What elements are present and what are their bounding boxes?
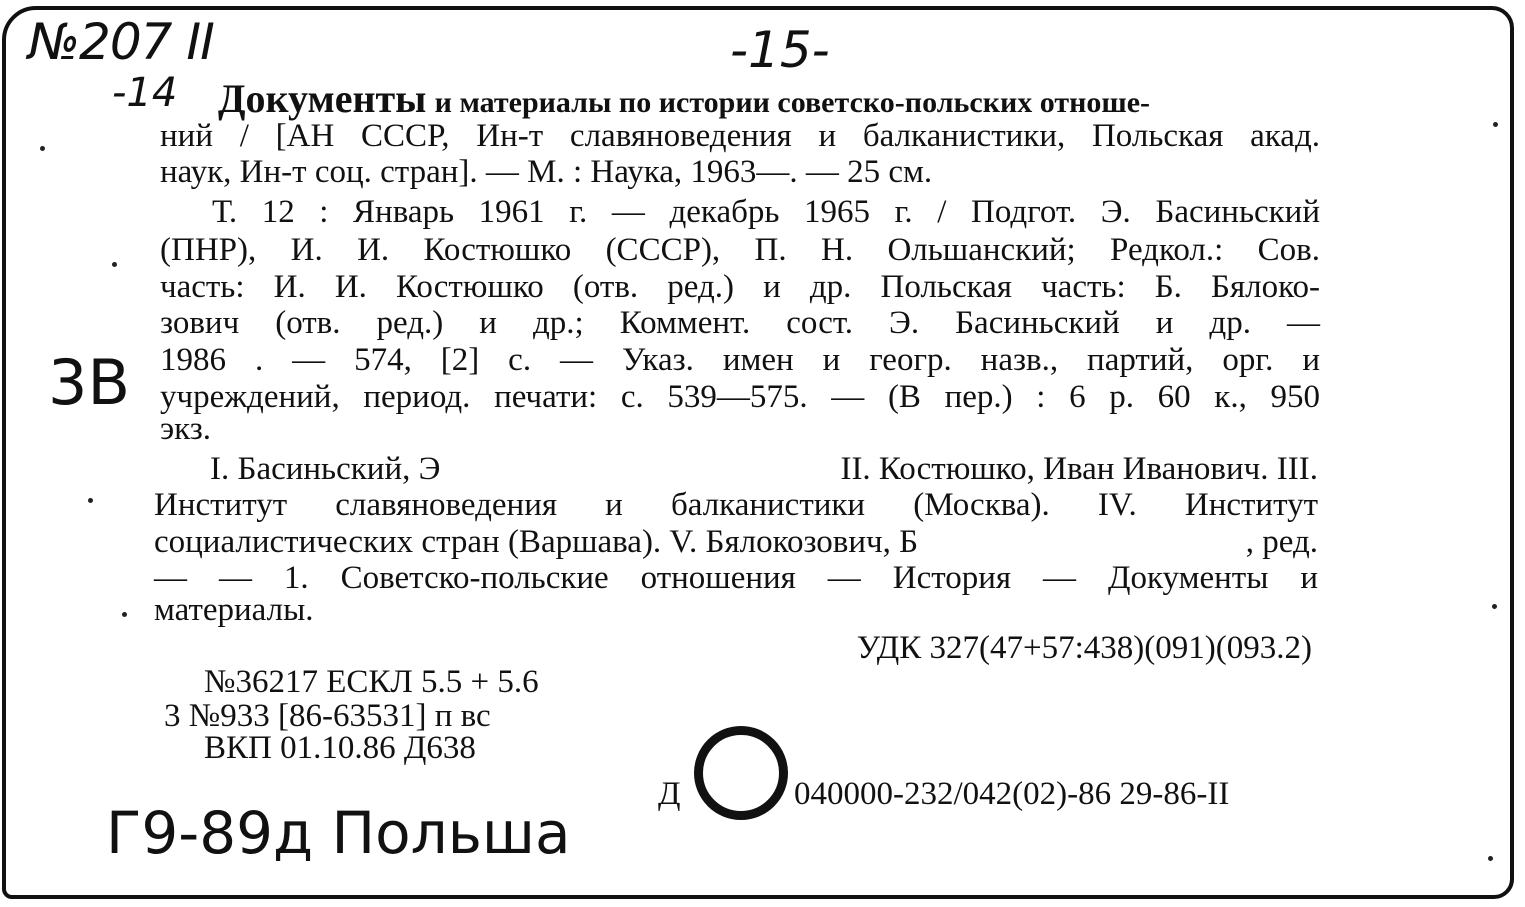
handwritten-page-number: -15-: [730, 21, 830, 79]
speck: [40, 146, 45, 151]
speck: [112, 262, 117, 267]
entry-1-right: II. Костюшко, Иван Иванович. III.: [840, 451, 1318, 487]
handwritten-location-code: Г9-89д Польша: [106, 799, 571, 867]
speck: [1493, 122, 1498, 127]
entry-3-right: , ред.: [1245, 524, 1318, 560]
entry-2: Институт славяноведения и балканистики (Москва). IV. Институт: [154, 487, 1318, 523]
entry-1-left: I. Басиньский, Э: [210, 451, 441, 487]
handwritten-shelf-mark: 3B: [48, 346, 130, 419]
code-prefix: Д: [658, 776, 681, 812]
speck: [122, 612, 127, 617]
handwritten-card-number: №207 II: [28, 13, 214, 71]
title-line-1-rest: и материалы по истории советско-польских отноше-: [434, 86, 1151, 119]
handwritten-item-number: -14: [112, 70, 178, 116]
volume-line-6: учреждений, период. печати: с. 539—575. — (В пер.) : 6 р. 60 к., 950: [160, 379, 1320, 415]
title-line-2: ний / [АН СССР, Ин-т славяноведения и балканистики, Польская акад.: [160, 118, 1320, 154]
volume-line-7: экз.: [160, 411, 212, 447]
stamp-circle: [694, 726, 788, 820]
speck: [88, 498, 93, 503]
volume-line-4: зович (отв. ред.) и др.; Коммент. сост. Э. Басиньский и др. —: [160, 305, 1320, 341]
speck: [1488, 856, 1493, 861]
entry-3-left: социалистических стран (Варшава). V. Бялокозович, Б: [154, 524, 919, 560]
code-number: 040000-232/042(02)-86 29-86-II: [794, 776, 1230, 812]
volume-line-3: часть: И. И. Костюшко (отв. ред.) и др. Польская часть: Б. Бялоко-: [160, 269, 1320, 305]
volume-line-1: Т. 12 : Январь 1961 г. — декабрь 1965 г. / Подгот. Э. Басиньский: [212, 194, 1320, 230]
title-line-3: наук, Ин-т соц. стран]. — М. : Наука, 1963—. — 25 см.: [160, 154, 933, 190]
catalog-line-2: 3 №933 [86-63531] п вс: [164, 698, 491, 734]
volume-line-2: (ПНР), И. И. Костюшко (СССР), П. Н. Ольшанский; Редкол.: Сов.: [160, 232, 1320, 268]
entry-5: материалы.: [154, 592, 314, 628]
catalog-line-1: №36217 ЕСКЛ 5.5 + 5.6: [204, 664, 539, 700]
entry-4: — — 1. Советско-польские отношения — История — Документы и: [154, 560, 1318, 596]
udk-code: УДК 327(47+57:438)(091)(093.2): [856, 630, 1312, 666]
title-lead-word: Документы: [218, 76, 427, 121]
catalog-line-3: ВКП 01.10.86 Д638: [204, 730, 476, 766]
speck: [1492, 604, 1497, 609]
volume-line-5: 1986 . — 574, [2] с. — Указ. имен и геогр. назв., партий, орг. и: [160, 342, 1320, 378]
title-line-1: [218, 76, 1320, 121]
